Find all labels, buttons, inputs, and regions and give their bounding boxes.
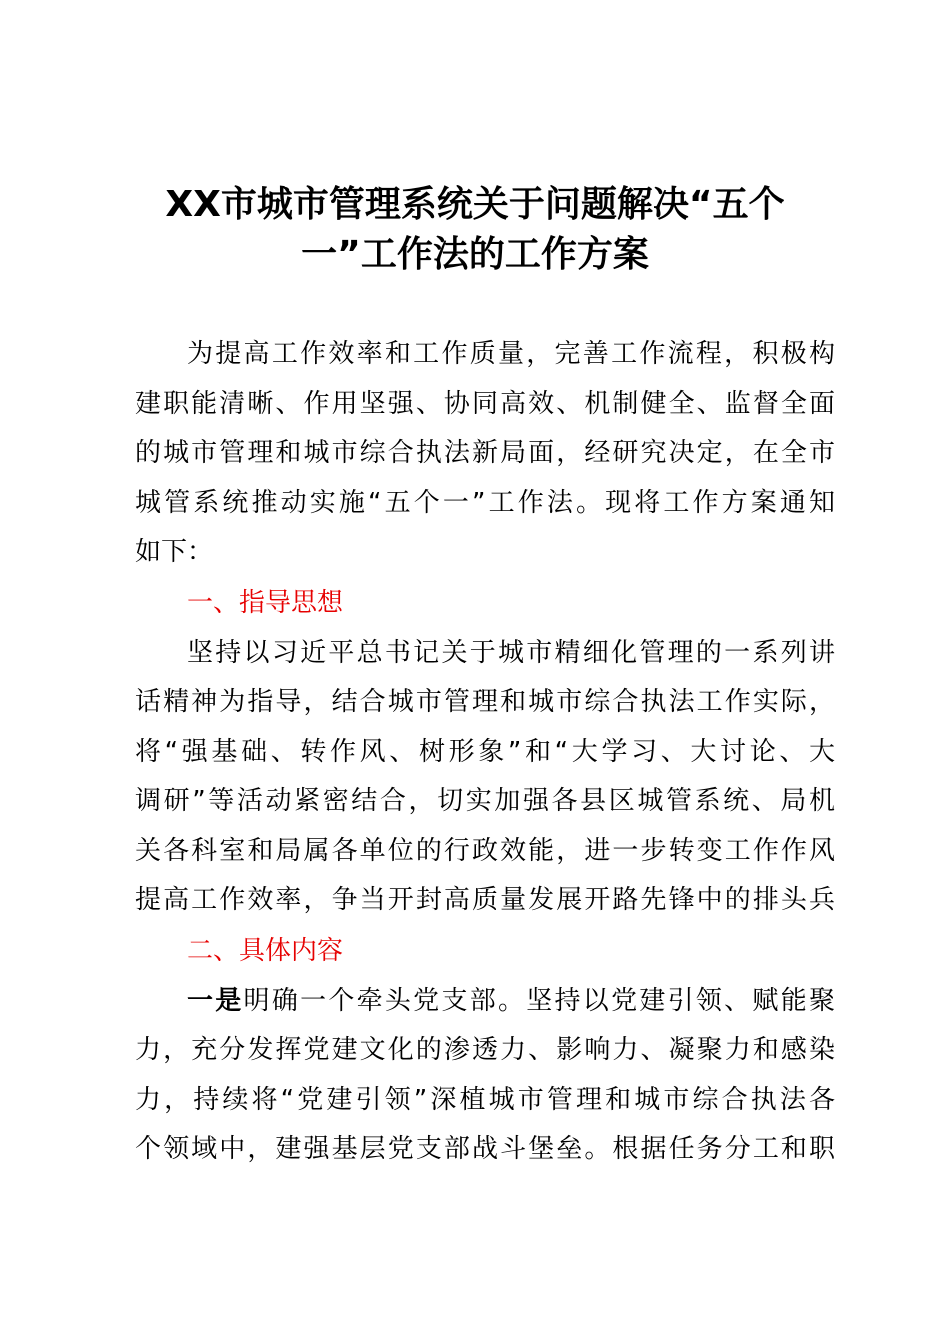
section-1-line-2: 话精神为指导，结合城市管理和城市综合执法工作实际， xyxy=(135,687,835,717)
section-1-line-1: 坚持以习近平总书记关于城市精细化管理的一系列讲 xyxy=(187,638,835,668)
section-1-line-4: 调研”等活动紧密结合，切实加强各县区城管系统、局机 xyxy=(135,786,835,816)
section-1-heading: 一、指导思想 xyxy=(187,588,344,618)
section-2-line-1 xyxy=(187,985,835,1017)
section-1-line-5: 关各科室和局属各单位的行政效能，进一步转变工作作风 xyxy=(135,836,835,866)
section-2-heading: 二、具体内容 xyxy=(187,936,344,966)
intro-line-5: 如下： xyxy=(135,537,214,567)
intro-line-4: 城管系统推动实施“五个一”工作法。现将工作方案通知 xyxy=(135,488,835,518)
document-title-line-1: XX市城市管理系统关于问题解决“五个 xyxy=(165,184,785,225)
intro-line-3: 的城市管理和城市综合执法新局面，经研究决定，在全市 xyxy=(135,438,835,468)
intro-line-1: 为提高工作效率和工作质量，完善工作流程，积极构 xyxy=(187,339,835,369)
section-2-lead-rest: 明确一个牵头党支部。坚持以党建引领、赋能聚 xyxy=(243,986,835,1016)
intro-line-2: 建职能清晰、作用坚强、协同高效、机制健全、监督全面 xyxy=(135,389,835,419)
section-1-line-3: 将“强基础、转作风、树形象”和“大学习、大讨论、大 xyxy=(135,737,835,767)
section-2-line-3: 力，持续将“党建引领”深植城市管理和城市综合执法各 xyxy=(135,1085,835,1115)
section-2-line-2: 力，充分发挥党建文化的渗透力、影响力、凝聚力和感染 xyxy=(135,1035,835,1065)
document-title-line-2: 一”工作法的工作方案 xyxy=(301,234,649,275)
section-1-line-6: 提高工作效率，争当开封高质量发展开路先锋中的排头兵 xyxy=(135,885,835,915)
section-2-line-4: 个领域中，建强基层党支部战斗堡垒。根据任务分工和职 xyxy=(135,1134,835,1164)
section-2-lead-bold: 一是 xyxy=(187,986,244,1016)
